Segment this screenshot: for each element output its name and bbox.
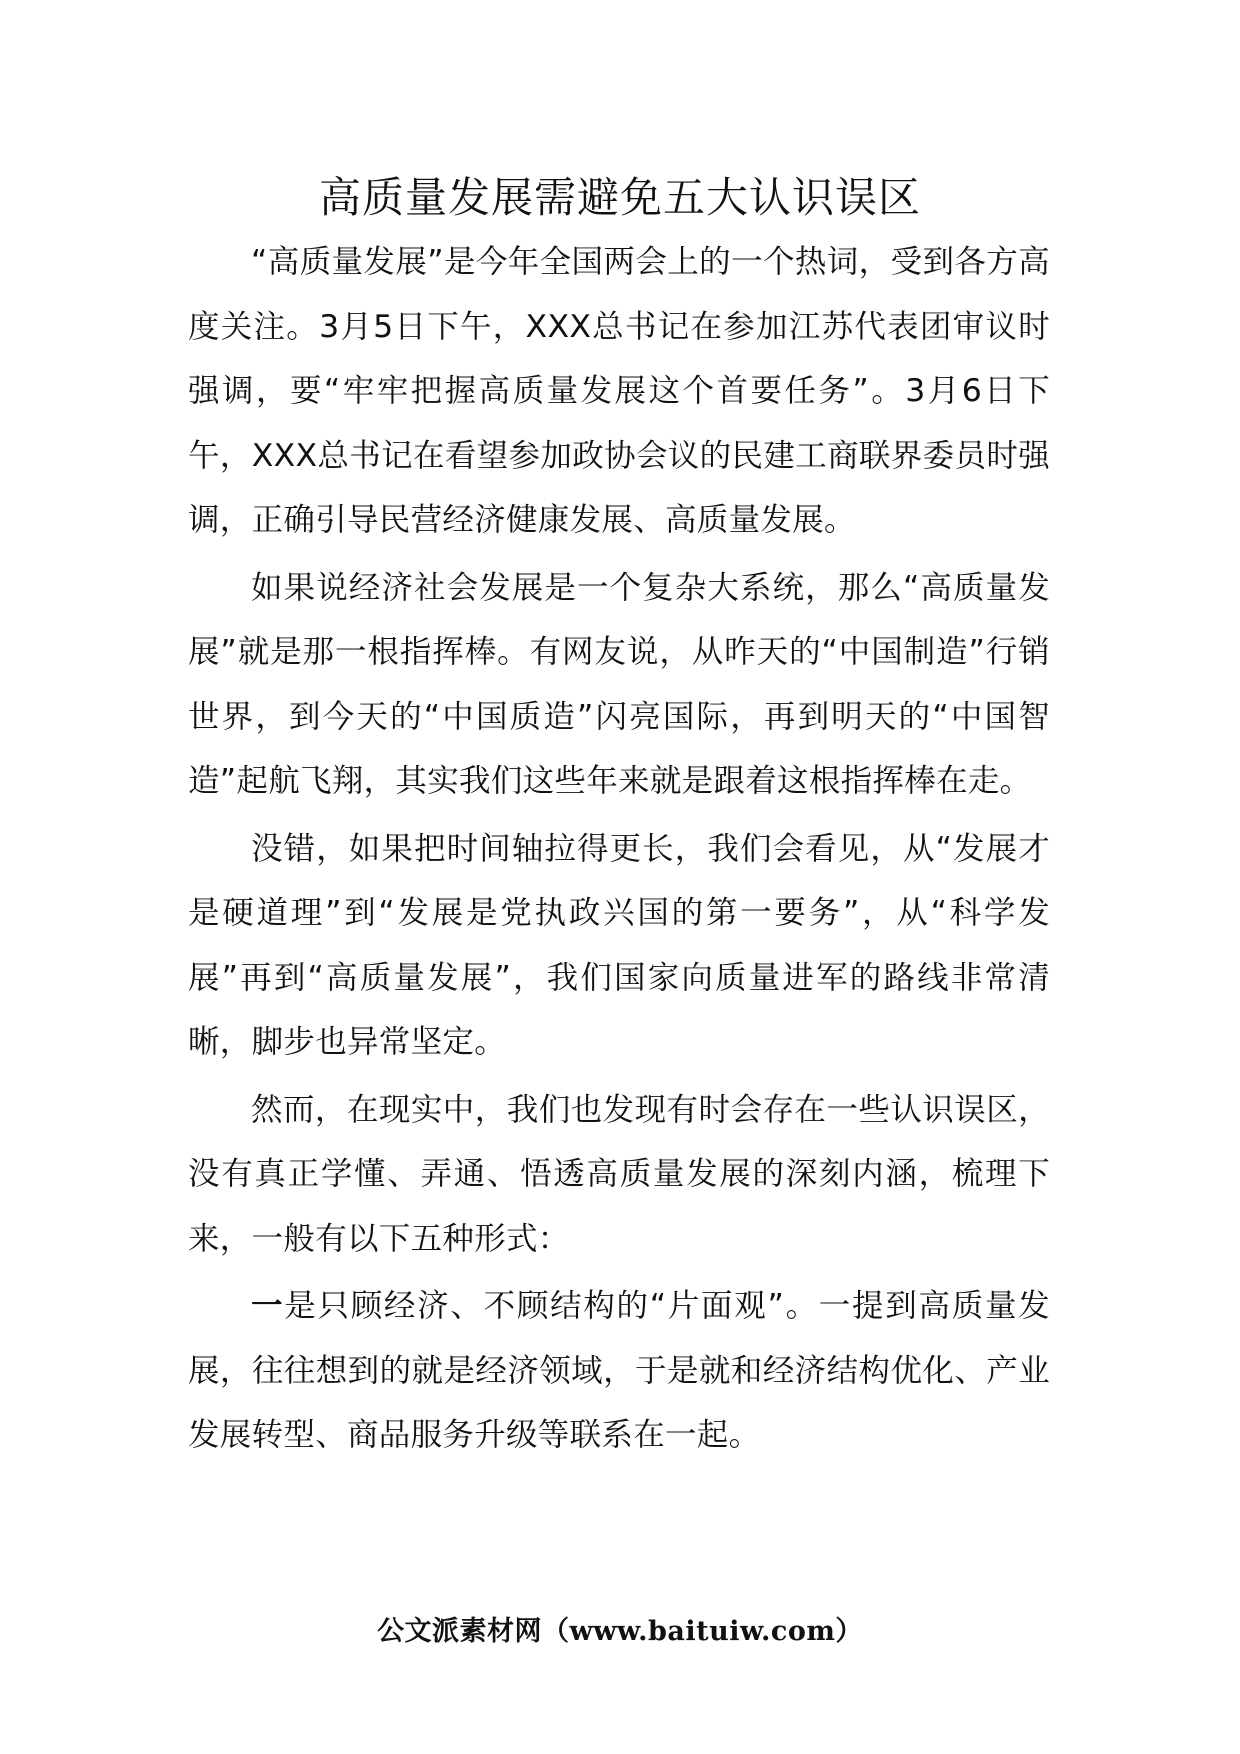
paragraph-1: “高质量发展”是今年全国两会上的一个热词，受到各方高度关注。3月5日下午，XXX总书记在参加江苏代表团审议时强调，要“牢牢把握高质量发展这个首要任务”。3月6日下午，XXX总书记在看望参加政协会议的民建工商联界委员时强调，正确引导民营经济健康发展、高质量发展。 [188,244,1050,538]
document-body [188,230,1050,1471]
point-one-lead: 一 [251,1288,285,1324]
paragraph-3: 没错，如果把时间轴拉得更长，我们会看见，从“发展才是硬道理”到“发展是党执政兴国的第一要务”，从“科学发展”再到“高质量发展”，我们国家向质量进军的路线非常清晰，脚步也异常坚定。 [188,830,1050,1060]
paragraph-4: 然而，在现实中，我们也发现有时会存在一些认识误区，没有真正学懂、弄通、悟透高质量发展的深刻内涵，梳理下来，一般有以下五种形式： [188,1091,1050,1257]
document-title: 高质量发展需避免五大认识误区 [318,173,921,222]
point-one-text: 是只顾经济、不顾结构的“片面观”。一提到高质量发展，往往想到的就是经济领域，于是就和经济结构优化、产业发展转型、商品服务升级等联系在一起。 [188,1288,1050,1453]
paragraph-point-one [188,1274,1050,1468]
paragraph-2: 如果说经济社会发展是一个复杂大系统，那么“高质量发展”就是那一根指挥棒。有网友说，从昨天的“中国制造”行销世界，到今天的“中国质造”闪亮国际，再到明天的“中国智造”起航飞翔，其实我们这些年来就是跟着这根指挥棒在走。 [188,569,1050,799]
source-footer: 公文派素材网（www.baituiw.com） [377,1616,863,1647]
